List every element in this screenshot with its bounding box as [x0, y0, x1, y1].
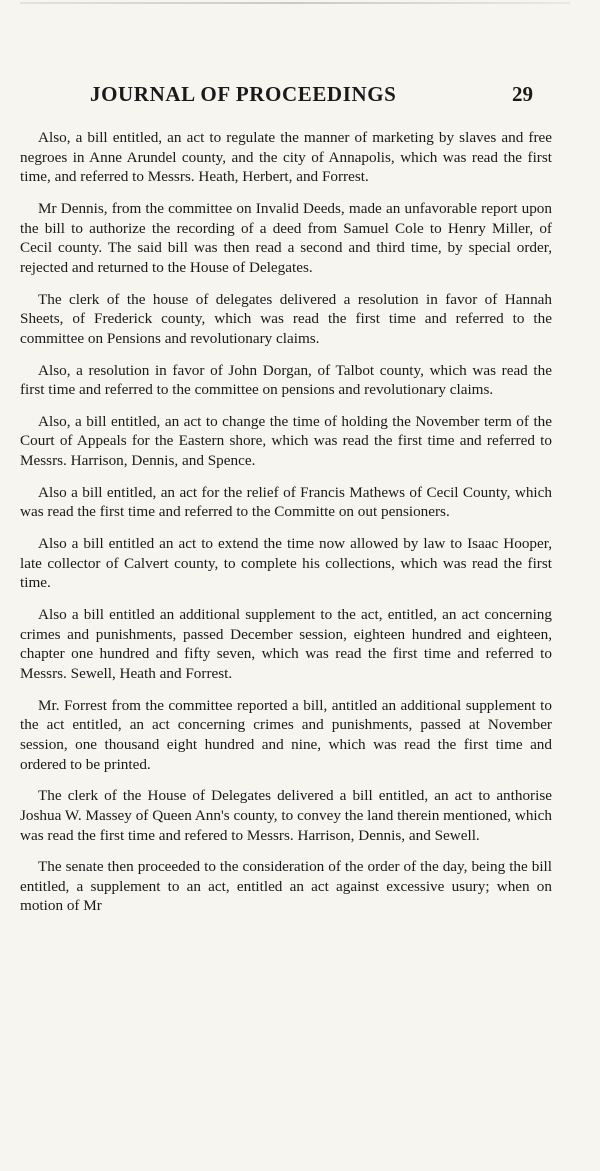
paragraph: Mr. Forrest from the committee reported a bill, antitled an additional supplement to the act entitled, an act concerning crimes and punishments, passed at November session, one thousand eight hundred and nine, which was read the first time and ordered to be printed. [20, 696, 552, 773]
paragraph: Also a bill entitled an additional supplement to the act, entitled, an act concerning crimes and punishments, passed December session, eighteen hundred and eighteen, chapter one hundred and fifty seven, which was read the first time and referred to Messrs. Sewell, Heath and Forrest. [20, 606, 552, 682]
page-number: 29 [512, 82, 533, 106]
paragraph: The clerk of the House of Delegates delivered a bill entitled, an act to anthorise Joshua W. Massey of Queen Ann's county, to convey the land therein mentioned, which was read the first time and refered to Messrs. Harrison, Dennis, and Sewell. [20, 787, 552, 844]
paragraph: Also a bill entitled an act to extend the time now allowed by law to Isaac Hooper, late collector of Calvert county, to complete his collections, which was read the first time. [20, 535, 552, 592]
paragraph: The clerk of the house of delegates delivered a resolution in favor of Hannah Sheets, of Frederick county, which was read the first time and referred to the committee on Pensions and revolutionary claims. [20, 290, 552, 347]
paragraph: Also, a bill entitled, an act to change the time of holding the November term of the Court of Appeals for the Eastern shore, which was read the first time and referred to Messrs. Harrison, Dennis, and Spence. [20, 412, 552, 470]
running-title: JOURNAL OF PROCEEDINGS [90, 82, 397, 106]
journal-body [20, 128, 552, 916]
paragraph: Mr Dennis, from the committee on Invalid Deeds, made an unfavorable report upon the bill to authorize the recording of a deed from Samuel Cole to Henry Miller, of Cecil county. The said bill was then read a second and third time, by special order, rejected and returned to the House of Delegates. [20, 199, 552, 276]
paragraph: The senate then proceeded to the consideration of the order of the day, being the bill entitled, a supplement to an act, entitled an act against excessive usury; when on motion of Mr [20, 858, 552, 915]
paragraph: Also, a bill entitled, an act to regulate the manner of marketing by slaves and free negroes in Anne Arundel county, and the city of Annapolis, which was read the first time, and referred to Messrs. Heath, Herbert, and Forrest. [20, 129, 552, 186]
paragraph: Also, a resolution in favor of John Dorgan, of Talbot county, which was read the first time and referred to the committee on pensions and revolutionary claims. [20, 361, 552, 399]
page-header [0, 82, 600, 112]
paragraph: Also a bill entitled, an act for the relief of Francis Mathews of Cecil County, which was read the first time and referred to the Committe on out pensioners. [20, 483, 552, 521]
page-edge-rule [20, 2, 570, 4]
